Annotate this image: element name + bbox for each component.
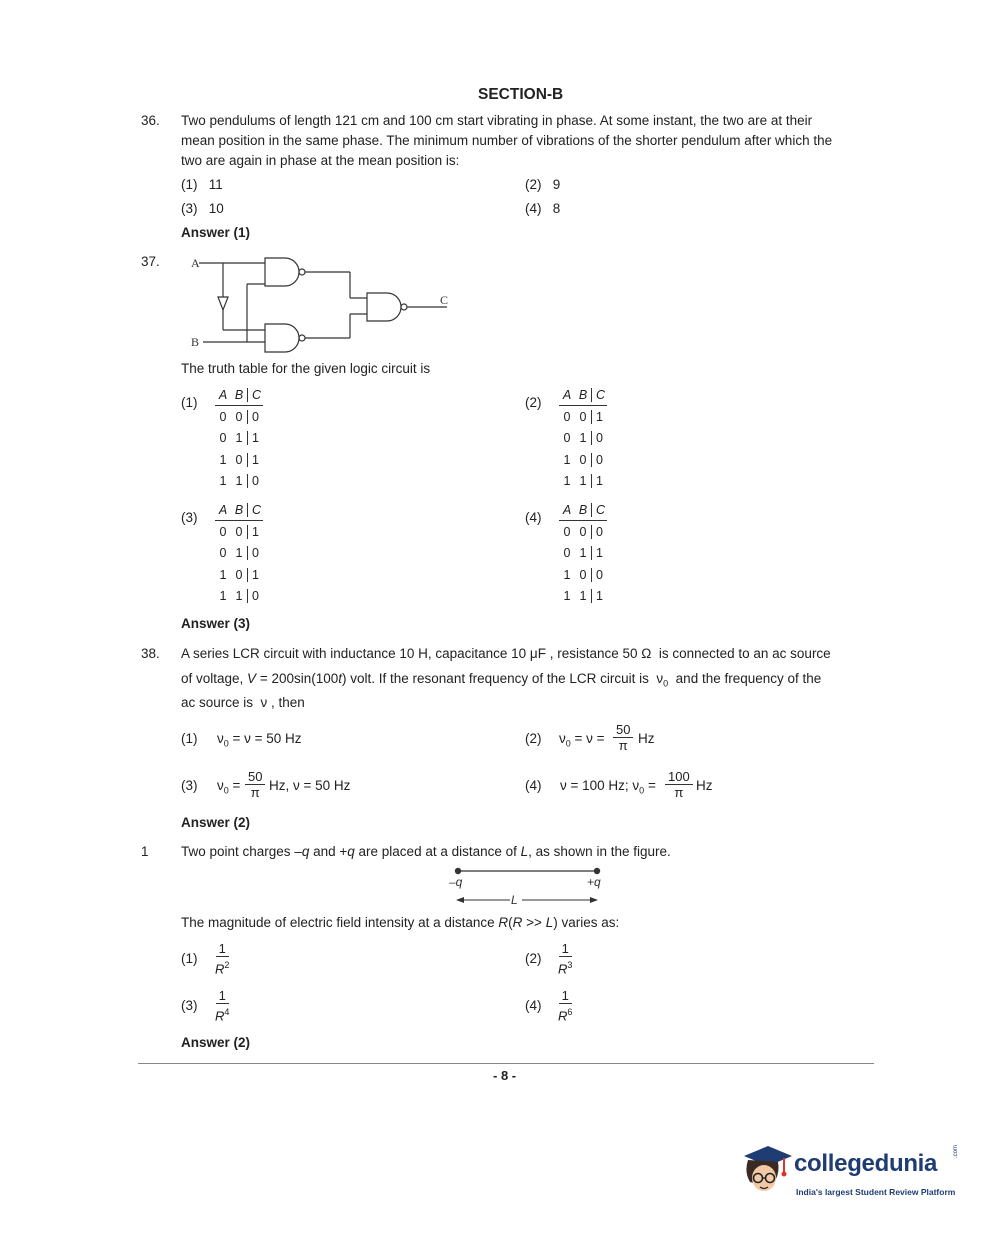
q37-option-4-label: (4) — [525, 510, 542, 525]
q37-option-1-label: (1) — [181, 395, 198, 410]
q39-option-2-label: (2) — [525, 951, 542, 966]
truth-table-cell: 0 — [579, 409, 587, 424]
truth-table-cell: 1 — [563, 473, 571, 488]
truth-table-cell: 0 — [591, 453, 607, 467]
truth-table-cell: 1 — [247, 453, 263, 467]
truth-table-header-cell: C — [591, 503, 607, 517]
positive-charge-label: +q — [587, 875, 601, 889]
q38-option-4-fraction: $\frac{100}{\pi}$ — [665, 769, 693, 801]
truth-table-cell: 1 — [219, 588, 227, 603]
truth-table-cell: 0 — [219, 546, 227, 561]
q37-option-3-label: (3) — [181, 510, 198, 525]
truth-table-cell: 1 — [579, 431, 587, 446]
truth-table-row — [559, 470, 607, 491]
circuit-label-c: C — [440, 293, 449, 307]
truth-table-row — [559, 521, 607, 542]
q39-answer: Answer (2) — [181, 1035, 251, 1050]
truth-table-cell: 0 — [247, 474, 263, 488]
truth-table-cell: 1 — [235, 546, 243, 561]
question-39-number: 1 — [141, 844, 149, 859]
truth-table-cell: 0 — [591, 525, 607, 539]
truth-table-header-cell: B — [234, 388, 244, 403]
truth-table-cell: 0 — [579, 567, 587, 582]
q39-option-3-fraction: $\frac{1}{R^4}$ — [215, 988, 230, 1024]
truth-table-cell: 1 — [579, 546, 587, 561]
truth-table-header-cell: B — [578, 388, 588, 403]
brand-tagline: India's largest Student Review Platform — [796, 1187, 956, 1197]
q38-option-4-unit: Hz — [696, 778, 713, 793]
question-38-number: 38. — [141, 646, 160, 661]
truth-table-header-cell: B — [234, 503, 244, 518]
truth-table-row — [559, 543, 607, 564]
truth-table-cell: 1 — [235, 588, 243, 603]
truth-table-cell: 0 — [219, 409, 227, 424]
truth-table-cell: 1 — [563, 588, 571, 603]
truth-table-header-cell: C — [247, 503, 263, 517]
truth-table-row — [215, 521, 263, 542]
truth-table-cell: 0 — [591, 568, 607, 582]
q36-option-4: (4) 8 — [525, 201, 561, 216]
truth-table-row — [559, 428, 607, 449]
truth-table-header — [215, 500, 263, 521]
q37-text: The truth table for the given logic circuit is — [181, 361, 431, 376]
collegedunia-mascot-icon — [736, 1138, 796, 1198]
circuit-label-a: A — [191, 256, 200, 270]
question-37-number: 37. — [141, 254, 160, 269]
q38-option-3-lhs: $\nu_0$ = — [217, 778, 245, 796]
truth-table-row — [559, 564, 607, 585]
truth-table-cell: 0 — [247, 546, 263, 560]
truth-table-cell: 0 — [235, 409, 243, 424]
q39-text-2: The magnitude of electric field intensity at a distance R(R >> L) varies as: — [181, 915, 620, 930]
truth-table-row — [215, 564, 263, 585]
q38-line-3: ac source is ν , then — [181, 695, 305, 710]
truth-table-cell: 0 — [591, 431, 607, 445]
truth-table-cell: 0 — [579, 452, 587, 467]
q39-text: Two point charges –q and +q are placed at a distance of L, as shown in the figure. — [181, 844, 671, 859]
truth-table-cell: 1 — [247, 431, 263, 445]
truth-table-header-cell: C — [591, 388, 607, 402]
q39-option-1-fraction: $\frac{1}{R^2}$ — [215, 941, 230, 977]
truth-table-cell: 1 — [591, 589, 607, 603]
truth-table-row — [215, 428, 263, 449]
truth-table-cell: 0 — [219, 431, 227, 446]
q36-answer: Answer (1) — [181, 225, 251, 240]
q38-option-2-unit: Hz — [638, 731, 655, 746]
truth-table-cell: 0 — [247, 589, 263, 603]
truth-table-cell: 0 — [235, 567, 243, 582]
truth-table-cell: 1 — [219, 452, 227, 467]
truth-table-cell: 0 — [563, 431, 571, 446]
section-title: SECTION-B — [478, 86, 564, 103]
truth-table-cell: 1 — [219, 473, 227, 488]
q36-option-3: (3) 10 — [181, 201, 224, 216]
negative-charge-label: –q — [449, 875, 463, 889]
truth-table-cell: 1 — [563, 452, 571, 467]
q36-line-2: mean position in the same phase. The minimum number of vibrations of the shorter pendulum after which the — [181, 133, 833, 148]
footer-divider — [138, 1063, 874, 1064]
truth-table-cell: 1 — [579, 473, 587, 488]
truth-table-cell: 1 — [591, 410, 607, 424]
truth-table-1 — [215, 385, 263, 491]
q38-option-1: $\nu_0 = \nu = 50$ Hz — [217, 731, 302, 749]
truth-table-row — [215, 543, 263, 564]
truth-table-cell: 1 — [579, 588, 587, 603]
truth-table-cell: 1 — [247, 568, 263, 582]
distance-label: L — [511, 893, 518, 907]
q38-option-2-fraction: $\frac{50}{\pi}$ — [613, 722, 633, 754]
brand-name: collegedunia — [794, 1150, 938, 1177]
q37-answer: Answer (3) — [181, 616, 251, 631]
truth-table-cell: 0 — [563, 546, 571, 561]
q38-option-1-label: (1) — [181, 731, 198, 746]
truth-table-header-cell: A — [562, 388, 572, 403]
circuit-label-b: B — [191, 335, 200, 349]
q39-option-1-label: (1) — [181, 951, 198, 966]
charges-figure — [440, 864, 610, 910]
truth-table-cell: 1 — [219, 567, 227, 582]
truth-table-row — [215, 585, 263, 606]
truth-table-header — [559, 385, 607, 406]
q38-option-3-fraction: $\frac{50}{\pi}$ — [245, 769, 265, 801]
truth-table-cell: 0 — [235, 524, 243, 539]
truth-table-cell: 1 — [235, 473, 243, 488]
truth-table-cell: 1 — [591, 546, 607, 560]
truth-table-cell: 0 — [247, 410, 263, 424]
q38-line-1: A series LCR circuit with inductance 10 H, capacitance 10 μF , resistance 50 Ω is connected to an ac source — [181, 646, 831, 661]
truth-table-row — [559, 585, 607, 606]
question-36-text — [181, 111, 881, 171]
truth-table-4 — [559, 500, 607, 606]
truth-table-cell: 0 — [563, 409, 571, 424]
truth-table-header — [215, 385, 263, 406]
truth-table-header-cell: A — [562, 503, 572, 518]
truth-table-cell: 1 — [563, 567, 571, 582]
truth-table-cell: 0 — [235, 452, 243, 467]
q39-option-3-label: (3) — [181, 998, 198, 1013]
q38-line-2: of voltage, V = 200sin(100t) volt. If the resonant frequency of the LCR circuit is $\nu_0$ and the frequency of the — [181, 671, 822, 689]
q36-option-2: (2) 9 — [525, 177, 561, 192]
truth-table-cell: 1 — [591, 474, 607, 488]
question-36-number: 36. — [141, 113, 160, 128]
truth-table-cell: 1 — [247, 525, 263, 539]
brand-dotcom: .com — [953, 1144, 959, 1158]
truth-table-header-cell: C — [247, 388, 263, 402]
q36-option-1: (1) 11 — [181, 177, 223, 192]
truth-table-row — [215, 449, 263, 470]
q38-option-2-label: (2) — [525, 731, 542, 746]
q38-option-4-label: (4) — [525, 778, 542, 793]
q38-answer: Answer (2) — [181, 815, 251, 830]
truth-table-cell: 1 — [235, 431, 243, 446]
q36-line-1: Two pendulums of length 121 cm and 100 cm start vibrating in phase. At some instant, the two are at their — [181, 113, 813, 128]
truth-table-3 — [215, 500, 263, 606]
truth-table-cell: 0 — [579, 524, 587, 539]
truth-table-cell: 0 — [219, 524, 227, 539]
truth-table-header-cell: A — [218, 388, 228, 403]
logic-circuit-diagram — [185, 250, 465, 355]
q39-option-2-fraction: $\frac{1}{R^3}$ — [558, 941, 573, 977]
q39-option-4-label: (4) — [525, 998, 542, 1013]
q39-option-4-fraction: $\frac{1}{R^6}$ — [558, 988, 573, 1024]
truth-table-row — [559, 449, 607, 470]
truth-table-header — [559, 500, 607, 521]
truth-table-row — [215, 470, 263, 491]
truth-table-header-cell: A — [218, 503, 228, 518]
truth-table-row — [215, 406, 263, 427]
truth-table-row — [559, 406, 607, 427]
truth-table-cell: 0 — [563, 524, 571, 539]
truth-table-header-cell: B — [578, 503, 588, 518]
page-number: - 8 - — [493, 1068, 517, 1083]
q38-option-4-lhs: ν = 100 Hz; $\nu_0$ = — [560, 778, 660, 796]
q36-line-3: two are again in phase at the mean position is: — [181, 153, 460, 168]
q38-option-3-rest: Hz, ν = 50 Hz — [269, 778, 351, 793]
truth-table-2 — [559, 385, 607, 491]
q38-option-3-label: (3) — [181, 778, 198, 793]
q38-option-2-lhs: $\nu_0 = \nu$ = — [559, 731, 609, 749]
q37-option-2-label: (2) — [525, 395, 542, 410]
